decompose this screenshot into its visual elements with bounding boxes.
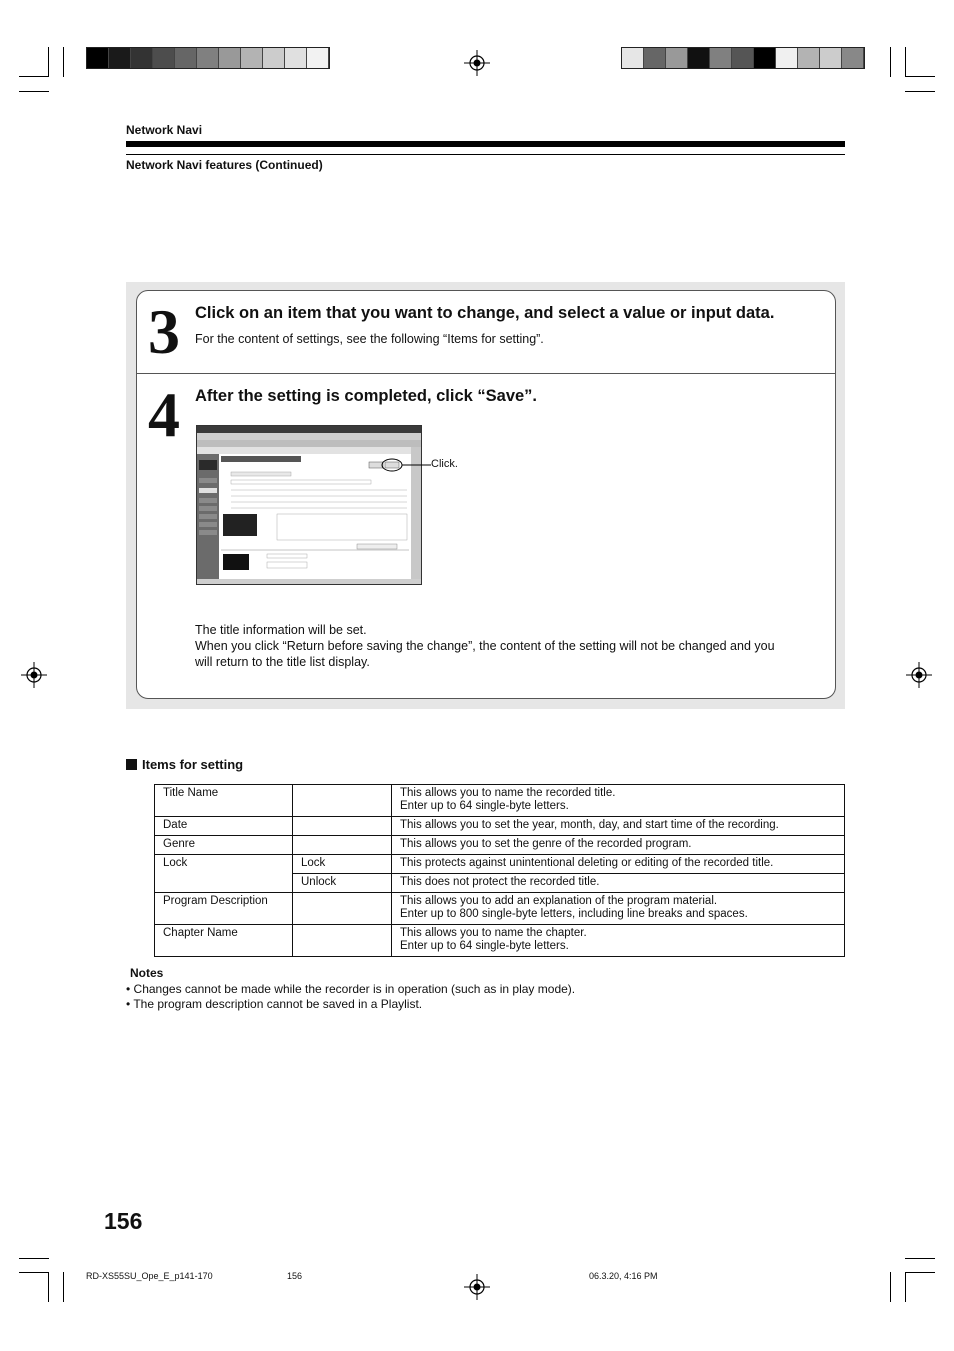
table-row [155,785,845,817]
step-4-result-line-1: The title information will be set. [195,623,367,637]
description-line: This allows you to set the year, month, day, and start time of the recording. [400,819,779,831]
option-cell [293,893,392,925]
table-row [155,893,845,925]
grayscale-swatch-right [621,47,865,69]
registration-mark-icon [464,50,490,76]
description-line: This protects against unintentional deleting or editing of the recorded title. [400,857,774,869]
grayscale-swatch-left [86,47,330,69]
subsection-title: Network Navi features (Continued) [126,158,323,172]
option-cell [293,817,392,836]
crop-mark [19,1272,49,1273]
items-heading-text: Items for setting [142,757,244,772]
crop-mark [63,1272,64,1302]
description-cell [392,925,845,957]
description-cell [392,785,845,817]
crop-mark [905,1258,935,1259]
section-title: Network Navi [126,123,203,137]
crop-mark [19,76,49,77]
registration-mark-icon [906,662,932,688]
page-number: 156 [104,1208,143,1234]
crop-mark [905,76,935,77]
description-cell [392,893,845,925]
item-cell: Title Name [155,785,293,817]
crop-mark [63,47,64,77]
option-cell [293,925,392,957]
footer-page: 156 [287,1271,303,1281]
browser-screenshot [196,425,422,585]
option-cell [293,836,392,855]
table-row [155,855,845,874]
description-cell [392,855,845,874]
description-line: This does not protect the recorded title. [400,876,600,888]
save-callout-circle-icon [380,456,432,474]
description-line: Enter up to 64 single-byte letters. [400,940,569,952]
description-cell [392,874,845,893]
option-cell: Unlock [293,874,392,893]
note-item: • The program description cannot be saved in a Playlist. [126,997,423,1011]
crop-mark [890,47,891,77]
option-cell [293,785,392,817]
step-divider [136,373,836,374]
description-line: This allows you to set the genre of the recorded program. [400,838,692,850]
table-row [155,817,845,836]
crop-mark [48,1272,49,1302]
item-cell: Date [155,817,293,836]
description-cell [392,817,845,836]
registration-mark-icon [21,662,47,688]
table-row [155,925,845,957]
crop-mark [905,1272,935,1273]
step-4-result-line-3: will return to the title list display. [195,655,370,669]
note-item: • Changes cannot be made while the recorder is in operation (such as in play mode). [126,982,576,996]
table-row [155,836,845,855]
step-4-result-line-2: When you click “Return before saving the change”, the content of the setting will not be changed and you [195,639,775,653]
crop-mark [905,91,935,92]
header-thick-rule [126,141,845,147]
crop-mark [905,1272,906,1302]
items-for-setting-heading [126,757,243,772]
registration-mark-icon [464,1274,490,1300]
option-cell: Lock [293,855,392,874]
crop-mark [905,47,906,77]
items-table [154,784,845,957]
description-line: This allows you to name the chapter. [400,927,587,939]
step-3-body: For the content of settings, see the following “Items for setting”. [195,332,544,346]
notes-title: Notes [130,966,164,980]
click-callout-label: Click. [431,458,458,470]
item-cell: Genre [155,836,293,855]
crop-mark [890,1272,891,1302]
header-thin-rule [126,154,845,155]
description-line: Enter up to 800 single-byte letters, including line breaks and spaces. [400,908,748,920]
item-cell: Lock [155,855,293,893]
crop-mark [48,47,49,77]
title-list-editor-illustration [197,426,422,585]
description-line: This allows you to name the recorded title. [400,787,616,799]
description-cell [392,836,845,855]
square-bullet-icon [126,759,137,770]
crop-mark [19,1258,49,1259]
step-4-number: 4 [148,379,180,450]
item-cell: Program Description [155,893,293,925]
crop-mark [19,91,49,92]
item-cell: Chapter Name [155,925,293,957]
description-line: Enter up to 64 single-byte letters. [400,800,569,812]
step-3-number: 3 [148,296,180,367]
description-line: This allows you to add an explanation of the program material. [400,895,718,907]
step-4-heading: After the setting is completed, click “Save”. [195,387,538,405]
footer-date: 06.3.20, 4:16 PM [589,1271,658,1281]
footer-filename: RD-XS55SU_Ope_E_p141-170 [86,1271,213,1281]
step-3-heading: Click on an item that you want to change, and select a value or input data. [195,304,775,322]
